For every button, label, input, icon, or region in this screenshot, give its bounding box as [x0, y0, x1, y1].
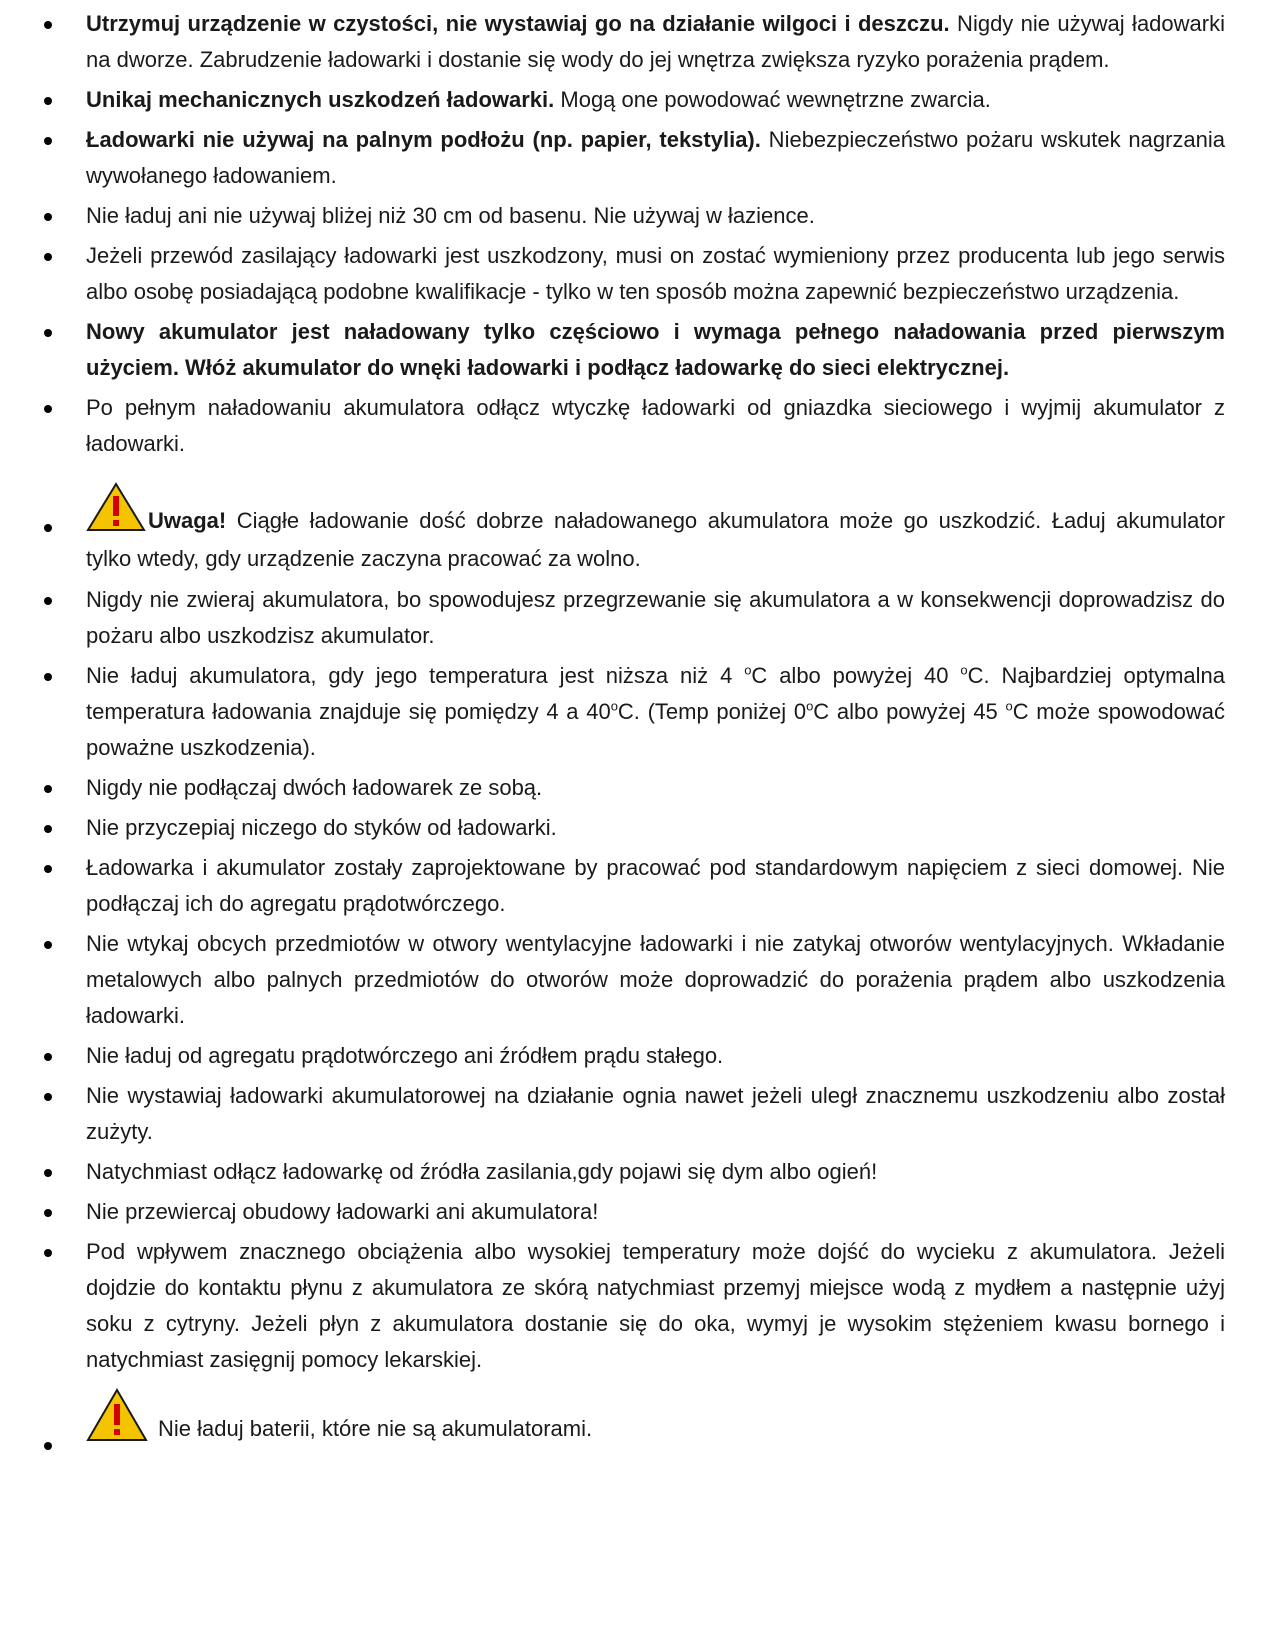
warning-item — [0, 1388, 1275, 1447]
degree-sign: o — [1005, 698, 1013, 714]
list-item — [0, 810, 1275, 846]
item-bold-text: Unikaj mechanicznych uszkodzeń ładowarki. — [86, 87, 555, 112]
list-item — [0, 198, 1275, 234]
list-item — [0, 1194, 1275, 1230]
list-item — [0, 122, 1275, 194]
item-text: Nie wtykaj obcych przedmiotów w otwory wentylacyjne ładowarki i nie zatykaj otworów wentylacyjnych. Wkładanie metalowych albo palnych przedmiotów do otworów może doprowadzić do porażenia prądem albo uszkodzenia ładowarki. — [86, 931, 1225, 1028]
item-text: Mogą one powodować wewnętrzne zwarcia. — [554, 87, 991, 112]
bullet — [44, 785, 52, 793]
temp-text: C. Najbardziej optymalna temperatura ładowania znajduje się pomiędzy 4 a 40 — [86, 663, 1225, 724]
bullet — [44, 865, 52, 873]
list-item — [0, 82, 1275, 118]
bullet — [44, 825, 52, 833]
list-item — [0, 1038, 1275, 1074]
item-bold-text: Ładowarki nie używaj na palnym podłożu (np. papier, tekstylia). — [86, 127, 761, 152]
list-item — [0, 850, 1275, 922]
list-item — [0, 238, 1275, 310]
item-text: Nie przewiercaj obudowy ładowarki ani akumulatora! — [86, 1199, 599, 1224]
bullet — [44, 21, 52, 29]
warning-label: Uwaga! — [148, 508, 227, 533]
safety-list — [0, 6, 1275, 1447]
temp-text: Nie ładuj akumulatora, gdy jego temperatura jest niższa niż 4 — [86, 663, 745, 688]
item-bold-text: Utrzymuj urządzenie w czystości, nie wystawiaj go na działanie wilgoci i deszczu. — [86, 11, 950, 36]
bullet — [44, 524, 52, 532]
temp-text: C. (Temp poniżej 0 — [617, 699, 807, 724]
item-text: Po pełnym naładowaniu akumulatora odłącz wtyczkę ładowarki od gniazdka sieciowego i wyjmij akumulator z ładowarki. — [86, 395, 1225, 456]
item-text: Nie wystawiaj ładowarki akumulatorowej na działanie ognia nawet jeżeli uległ znacznemu uszkodzeniu albo został zużyty. — [86, 1083, 1225, 1144]
list-item — [0, 1154, 1275, 1190]
list-item — [0, 926, 1275, 1034]
list-item — [0, 390, 1275, 462]
warning-text: Ciągłe ładowanie dość dobrze naładowanego akumulatora może go uszkodzić. Ładuj akumulator tylko wtedy, gdy urządzenie zaczyna pracować za wolno. — [86, 508, 1225, 571]
bullet — [44, 213, 52, 221]
item-text: Nie ładuj ani nie używaj bliżej niż 30 cm od basenu. Nie używaj w łazience. — [86, 203, 815, 228]
bullet — [44, 1442, 52, 1450]
degree-sign: o — [960, 662, 968, 678]
bullet — [44, 97, 52, 105]
degree-sign: o — [610, 698, 618, 714]
temp-text: C może spowodować poważne uszkodzenia). — [86, 699, 1225, 760]
item-text: Niebezpieczeństwo pożaru wskutek nagrzania wywołanego ładowaniem. — [86, 127, 1225, 188]
item-text: Nie ładuj od agregatu prądotwórczego ani źródłem prądu stałego. — [86, 1043, 724, 1068]
item-text: Natychmiast odłącz ładowarkę od źródła zasilania,gdy pojawi się dym albo ogień! — [86, 1159, 878, 1184]
item-bold-text: Nowy akumulator jest naładowany tylko częściowo i wymaga pełnego naładowania przed pierwszym użyciem. Włóż akumulator do wnęki ładowarki i podłącz ładowarkę do sieci elektrycznej. — [86, 319, 1225, 380]
bullet — [44, 1249, 52, 1257]
bullet — [44, 1053, 52, 1061]
item-text: Nigdy nie używaj ładowarki na dworze. Zabrudzenie ładowarki i dostanie się wody do jej wnętrza zwiększa ryzyko porażenia prądem. — [86, 11, 1225, 72]
degree-sign: o — [744, 662, 752, 678]
bullet — [44, 137, 52, 145]
temperature-item — [0, 658, 1275, 766]
bullet — [44, 329, 52, 337]
bullet — [44, 1169, 52, 1177]
bullet — [44, 941, 52, 949]
list-item — [0, 770, 1275, 806]
list-item — [0, 6, 1275, 78]
temp-text: C albo powyżej 45 — [813, 699, 1006, 724]
item-text: Jeżeli przewód zasilający ładowarki jest uszkodzony, musi on zostać wymieniony przez producenta lub jego serwis albo osobę posiadającą podobne kwalifikacje - tylko w ten sposób można zapewnić bezpieczeństwo urządzenia. — [86, 243, 1225, 304]
warning-text: Nie ładuj baterii, które nie są akumulatorami. — [158, 1416, 593, 1441]
item-text: Pod wpływem znacznego obciążenia albo wysokiej temperatury może dojść do wycieku z akumulatora. Jeżeli dojdzie do kontaktu płynu z akumulatora ze skórą natychmiast przemyj miejsce wodą z mydłem a następnie użyj soku z cytryny. Jeżeli płyn z akumulatora dostanie się do oka, wymyj je wysokim stężeniem kwasu bornego i natychmiast zasięgnij pomocy lekarskiej. — [86, 1239, 1225, 1372]
bullet — [44, 597, 52, 605]
bullet — [44, 1093, 52, 1101]
bullet — [44, 253, 52, 261]
item-text: Nigdy nie zwieraj akumulatora, bo spowodujesz przegrzewanie się akumulatora a w konsekwencji doprowadzisz do pożaru albo uszkodzisz akumulator. — [86, 587, 1225, 648]
degree-sign: o — [806, 698, 814, 714]
list-item — [0, 1078, 1275, 1150]
list-item — [0, 314, 1275, 386]
list-item — [0, 1234, 1275, 1378]
bullet — [44, 1209, 52, 1217]
temp-text: C albo powyżej 40 — [751, 663, 961, 688]
list-item — [0, 582, 1275, 654]
item-text: Ładowarka i akumulator zostały zaprojektowane by pracować pod standardowym napięciem z sieci domowej. Nie podłączaj ich do agregatu prądotwórczego. — [86, 855, 1225, 916]
bullet — [44, 673, 52, 681]
warning-item — [0, 482, 1275, 578]
warning-triangle-icon — [86, 482, 146, 532]
item-text: Nigdy nie podłączaj dwóch ładowarek ze sobą. — [86, 775, 543, 800]
bullet — [44, 405, 52, 413]
item-text: Nie przyczepiaj niczego do styków od ładowarki. — [86, 815, 557, 840]
warning-triangle-icon — [86, 1388, 148, 1442]
